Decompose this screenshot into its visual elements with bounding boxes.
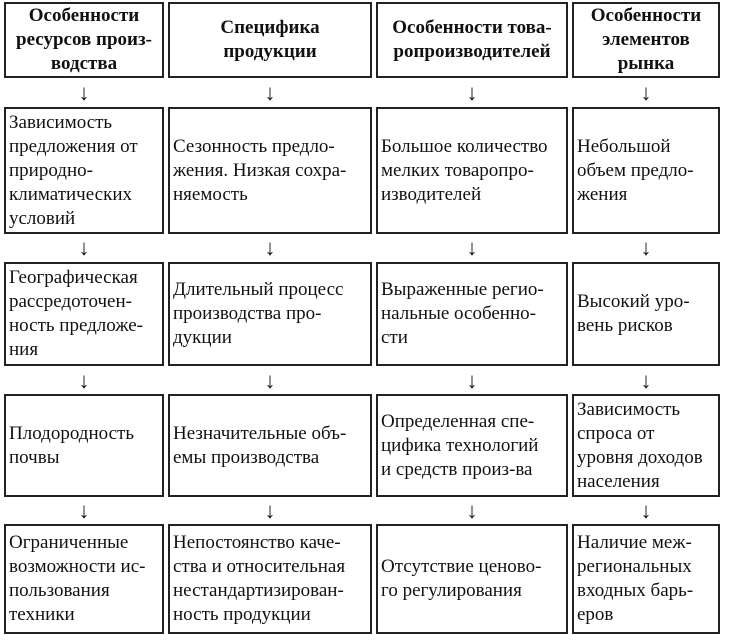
arrow-down-icon: ↓ <box>264 235 276 260</box>
cell-producers-3: Определенная спе- цифика технологий и средств произ-ва <box>376 394 568 497</box>
header-product-text: Специфика продукции <box>220 17 320 62</box>
cell-producers-2: Выраженные регио- нальные особенно- сти <box>376 262 568 366</box>
cell-product-3: Незначительные объ- емы производства <box>168 394 372 497</box>
arrow-down-icon: ↓ <box>78 498 90 523</box>
cell-resources-1: Зависимость предложения от природно- климатических условий <box>4 107 164 234</box>
cell-product-2: Длительный процесс производства про- дукции <box>168 262 372 366</box>
cell-market-2: Высокий уро- вень рисков <box>572 262 720 366</box>
cell-market-4: Наличие меж- региональных входных барь- еров <box>572 524 720 634</box>
cell-resources-2: Географическая рассредоточен- ность предложе- ния <box>4 262 164 366</box>
cell-product-4: Непостоянство каче- ства и относительная нестандартизирован- ность продукции <box>168 524 372 634</box>
header-producers <box>376 2 568 78</box>
arrow-down-icon: ↓ <box>640 80 652 105</box>
header-market-text: Особенности элементов рынка <box>590 5 702 74</box>
header-resources-text: Особенности ресурсов произ- водства <box>16 5 152 74</box>
header-producers-text: Особенности това- ропроизводителей <box>392 17 552 62</box>
arrow-down-icon: ↓ <box>264 498 276 523</box>
arrow-down-icon: ↓ <box>264 80 276 105</box>
cell-resources-4: Ограниченные возможности ис- пользования техники <box>4 524 164 634</box>
cell-market-3: Зависимость спроса от уровня доходов населения <box>572 394 720 497</box>
arrow-down-icon: ↓ <box>466 498 478 523</box>
arrow-down-icon: ↓ <box>466 368 478 393</box>
cell-market-1: Небольшой объем предло- жения <box>572 107 720 234</box>
cell-producers-1: Большое количество мелких товаропро- изводителей <box>376 107 568 234</box>
arrow-down-icon: ↓ <box>78 80 90 105</box>
header-product <box>168 2 372 78</box>
cell-producers-4: Отсутствие ценово- го регулирования <box>376 524 568 634</box>
arrow-down-icon: ↓ <box>466 80 478 105</box>
arrow-down-icon: ↓ <box>264 368 276 393</box>
arrow-down-icon: ↓ <box>78 235 90 260</box>
header-market <box>572 2 720 78</box>
arrow-down-icon: ↓ <box>466 235 478 260</box>
arrow-down-icon: ↓ <box>78 368 90 393</box>
arrow-down-icon: ↓ <box>640 368 652 393</box>
header-resources <box>4 2 164 78</box>
cell-product-1: Сезонность предло- жения. Низкая сохра- няемость <box>168 107 372 234</box>
cell-resources-3: Плодородность почвы <box>4 394 164 497</box>
arrow-down-icon: ↓ <box>640 498 652 523</box>
arrow-down-icon: ↓ <box>640 235 652 260</box>
